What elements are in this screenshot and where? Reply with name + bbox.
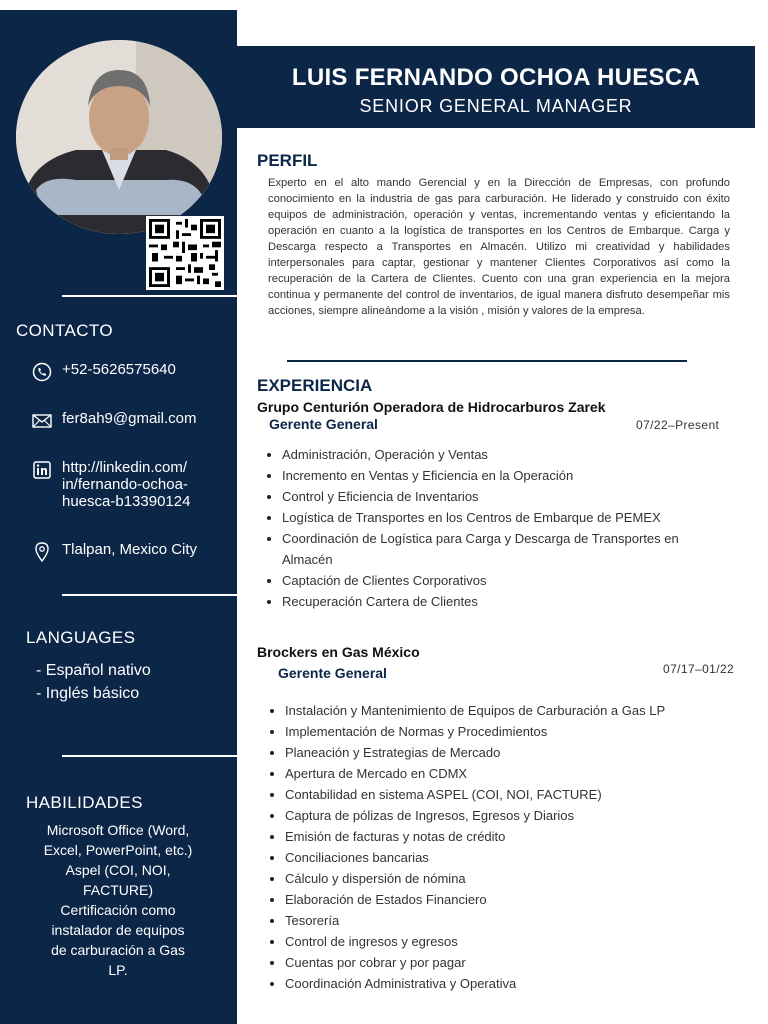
location-text: Tlalpan, Mexico City [62, 541, 198, 558]
list-item: Planeación y Estrategias de Mercado [265, 742, 735, 763]
list-item: Coordinación Administrativa y Operativa [265, 973, 735, 994]
linkedin-icon [30, 459, 54, 481]
experience-heading: EXPERIENCIA [257, 376, 373, 395]
list-item: Implementación de Normas y Procedimientos [265, 721, 735, 742]
list-item: Control y Eficiencia de Inventarios [262, 486, 712, 507]
skills-list [26, 820, 210, 980]
linkedin-url-line: in/fernando-ochoa- [62, 476, 188, 493]
list-item: Emisión de facturas y notas de crédito [265, 826, 735, 847]
portrait-illustration [16, 40, 222, 234]
mail-icon [30, 410, 54, 432]
profile-heading: PERFIL [257, 151, 318, 170]
job-company: Brockers en Gas México [257, 644, 420, 660]
skill-line: Certificación como [60, 902, 176, 918]
list-item: Captura de pólizas de Ingresos, Egresos y Diarios [265, 805, 735, 826]
profile-text: Experto en el alto mando Gerencial y en la Dirección de Empresas, con profundo conocimiento en la industria de gas para carburación. He liderado y construido con éxito equipos de administración, operación y ventas, incrementando ventas y eficientando la operación en cuanto a la logística de transportes en los Centros de Embarque. Carga y Descarga respecto a Transportes en Almacén. Utilizo mi creatividad y habilidades interpersonales para captar, gestionar y mantener Clientes Corporativos así como la recuperación de la Cartera de Clientes. Cuento con una gran experiencia en la mejora continua y permanente del control de inventarios, de igual manera disfruto desempeñar mis acciones, siempre alineándome a la visión , misión y valores de la empresa. [268, 177, 730, 317]
divider [62, 755, 237, 757]
skill-line: LP. [108, 962, 128, 978]
job-company: Grupo Centurión Operadora de Hidrocarburos Zarek [257, 399, 606, 415]
skill-line: Microsoft Office (Word, [46, 822, 190, 838]
divider [62, 594, 237, 596]
linkedin-url [62, 459, 190, 510]
list-item: Instalación y Mantenimiento de Equipos de Carburación a Gas LP [265, 700, 735, 721]
name-header [237, 46, 755, 128]
skill-line: instalador de equipos [51, 922, 185, 938]
language-item: - Inglés básico [36, 685, 140, 702]
contact-email[interactable] [30, 410, 196, 432]
divider [62, 295, 237, 297]
skill-line: de carburación a Gas [51, 942, 185, 958]
list-item: Cálculo y dispersión de nómina [265, 868, 735, 889]
email-address: fer8ah9@gmail.com [62, 410, 197, 427]
list-item: Incremento en Ventas y Eficiencia en la Operación [262, 465, 712, 486]
job-period: 07/22–Present [636, 418, 720, 432]
list-item: Recuperación Cartera de Clientes [262, 591, 712, 612]
list-item: Contabilidad en sistema ASPEL (COI, NOI, FACTURE) [265, 784, 735, 805]
list-item: Elaboración de Estados Financiero [265, 889, 735, 910]
list-item: Administración, Operación y Ventas [262, 444, 712, 465]
skill-line: Aspel (COI, NOI, [65, 862, 171, 878]
job-title: Gerente General [269, 416, 378, 432]
language-item: - Español nativo [36, 662, 151, 679]
list-item: Tesorería [265, 910, 735, 931]
phone-icon [30, 361, 54, 383]
person-name: LUIS FERNANDO OCHOA HUESCA [291, 64, 701, 91]
skills-heading: HABILIDADES [26, 793, 143, 812]
list-item: Cuentas por cobrar y por pagar [265, 952, 735, 973]
profile-photo [16, 40, 222, 234]
languages-heading: LANGUAGES [26, 628, 136, 647]
qr-code[interactable] [146, 216, 224, 290]
skill-line: FACTURE) [83, 882, 153, 898]
list-item: Control de ingresos y egresos [265, 931, 735, 952]
list-item: Conciliaciones bancarias [265, 847, 735, 868]
list-item: Coordinación de Logística para Carga y Descarga de Transportes en Almacén [262, 528, 712, 570]
linkedin-url-line: http://linkedin.com/ [62, 459, 188, 476]
skill-line: Excel, PowerPoint, etc.) [43, 842, 193, 858]
contact-linkedin[interactable] [30, 459, 190, 510]
job-duties [265, 700, 735, 994]
contact-phone[interactable] [30, 361, 176, 383]
contact-location [30, 541, 197, 563]
divider [287, 360, 687, 362]
list-item: Logística de Transportes en los Centros de Embarque de PEMEX [262, 507, 712, 528]
phone-number: +52-5626575640 [62, 361, 176, 378]
linkedin-url-line: huesca-b13390124 [62, 493, 191, 510]
person-role: SENIOR GENERAL MANAGER [359, 96, 633, 116]
list-item: Apertura de Mercado en CDMX [265, 763, 735, 784]
job-period: 07/17–01/22 [663, 662, 735, 676]
job-title: Gerente General [278, 665, 387, 681]
languages-list [36, 659, 151, 705]
location-icon [30, 541, 54, 563]
job-duties [262, 444, 712, 612]
list-item: Captación de Clientes Corporativos [262, 570, 712, 591]
qr-code-icon [149, 219, 221, 287]
contact-heading: CONTACTO [16, 321, 114, 340]
